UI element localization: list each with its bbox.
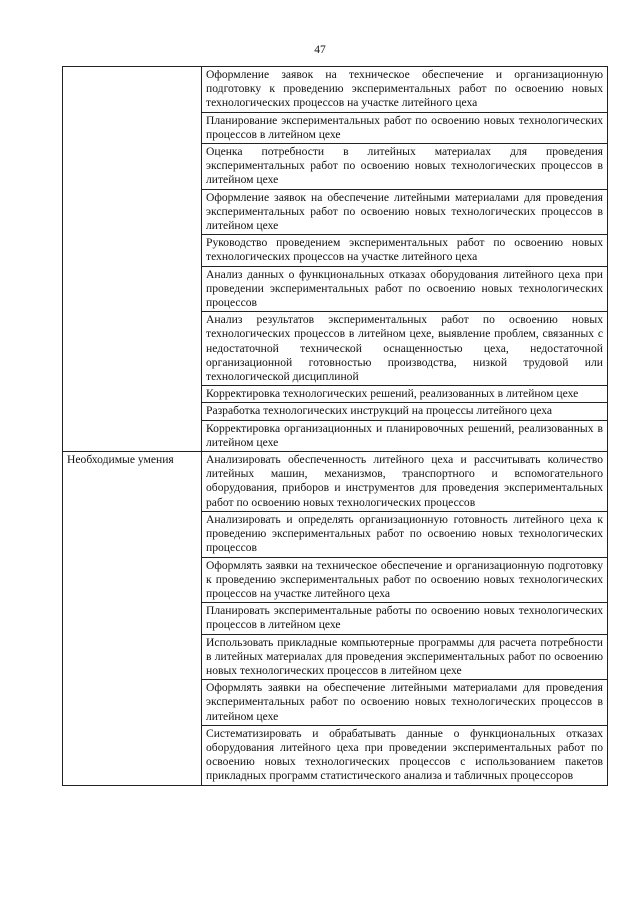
requirement-item: Корректировка организационных и планировочных решений, реализованных в литейном цехе [202,420,608,451]
requirement-item: Оформление заявок на техническое обеспечение и организационную подготовку к проведению экспериментальных работ по освоению новых технологических процессов на участке литейного цеха [202,67,608,113]
requirement-item: Разработка технологических инструкций на процессы литейного цеха [202,403,608,420]
requirement-item: Использовать прикладные компьютерные программы для расчета потребности в литейных материалах для проведения экспериментальных работ по освоению новых технологических процессов в литейном цехе [202,634,608,680]
requirement-item: Оценка потребности в литейных материалах для проведения экспериментальных работ по освоению новых технологических процессов в литейном цехе [202,144,608,190]
requirement-item: Анализ данных о функциональных отказах оборудования литейного цеха при проведении экспериментальных работ по освоению новых технологических процессов [202,266,608,312]
requirement-item: Планирование экспериментальных работ по освоению новых технологических процессов в литейном цехе [202,112,608,143]
section-label [63,67,202,452]
section-label: Необходимые умения [63,452,202,785]
table-row [63,452,608,512]
requirement-item: Анализ результатов экспериментальных работ по освоению новых технологических процессов в литейном цехе, выявление проблем, связанных с недостаточной технической оснащенностью цеха, недостаточной организационной готовностью производства, низкой трудовой или технологической дисциплиной [202,312,608,386]
requirement-item: Анализировать и определять организационную готовность литейного цеха к проведению экспериментальных работ по освоению новых технологических процессов [202,511,608,557]
requirement-item: Анализировать обеспеченность литейного цеха и рассчитывать количество литейных машин, механизмов, транспортного и вспомогательного оборудования, приборов и инструментов для проведения экспериментальных работ по освоению новых технологических процессов [202,452,608,512]
requirement-item: Планировать экспериментальные работы по освоению новых технологических процессов в литейном цехе [202,603,608,634]
requirement-item: Систематизировать и обрабатывать данные о функциональных отказах оборудования литейного цеха при проведении экспериментальных работ по освоению новых технологических процессов с использованием пакетов прикладных программ статистического анализа и табличных процессоров [202,725,608,785]
requirement-item: Оформлять заявки на обеспечение литейными материалами для проведения экспериментальных работ по освоению новых технологических процессов в литейном цехе [202,680,608,726]
requirement-item: Оформление заявок на обеспечение литейными материалами для проведения экспериментальных работ по освоению новых технологических процессов в литейном цехе [202,189,608,235]
page-number: 47 [314,44,326,56]
requirement-item: Руководство проведением экспериментальных работ по освоению новых технологических процессов на участке литейного цеха [202,235,608,266]
requirement-item: Оформлять заявки на техническое обеспечение и организационную подготовку к проведению экспериментальных работ по освоению новых технологических процессов на участке литейного цеха [202,557,608,603]
table-row [63,67,608,113]
requirements-table [62,66,608,786]
requirement-item: Корректировка технологических решений, реализованных в литейном цехе [202,386,608,403]
